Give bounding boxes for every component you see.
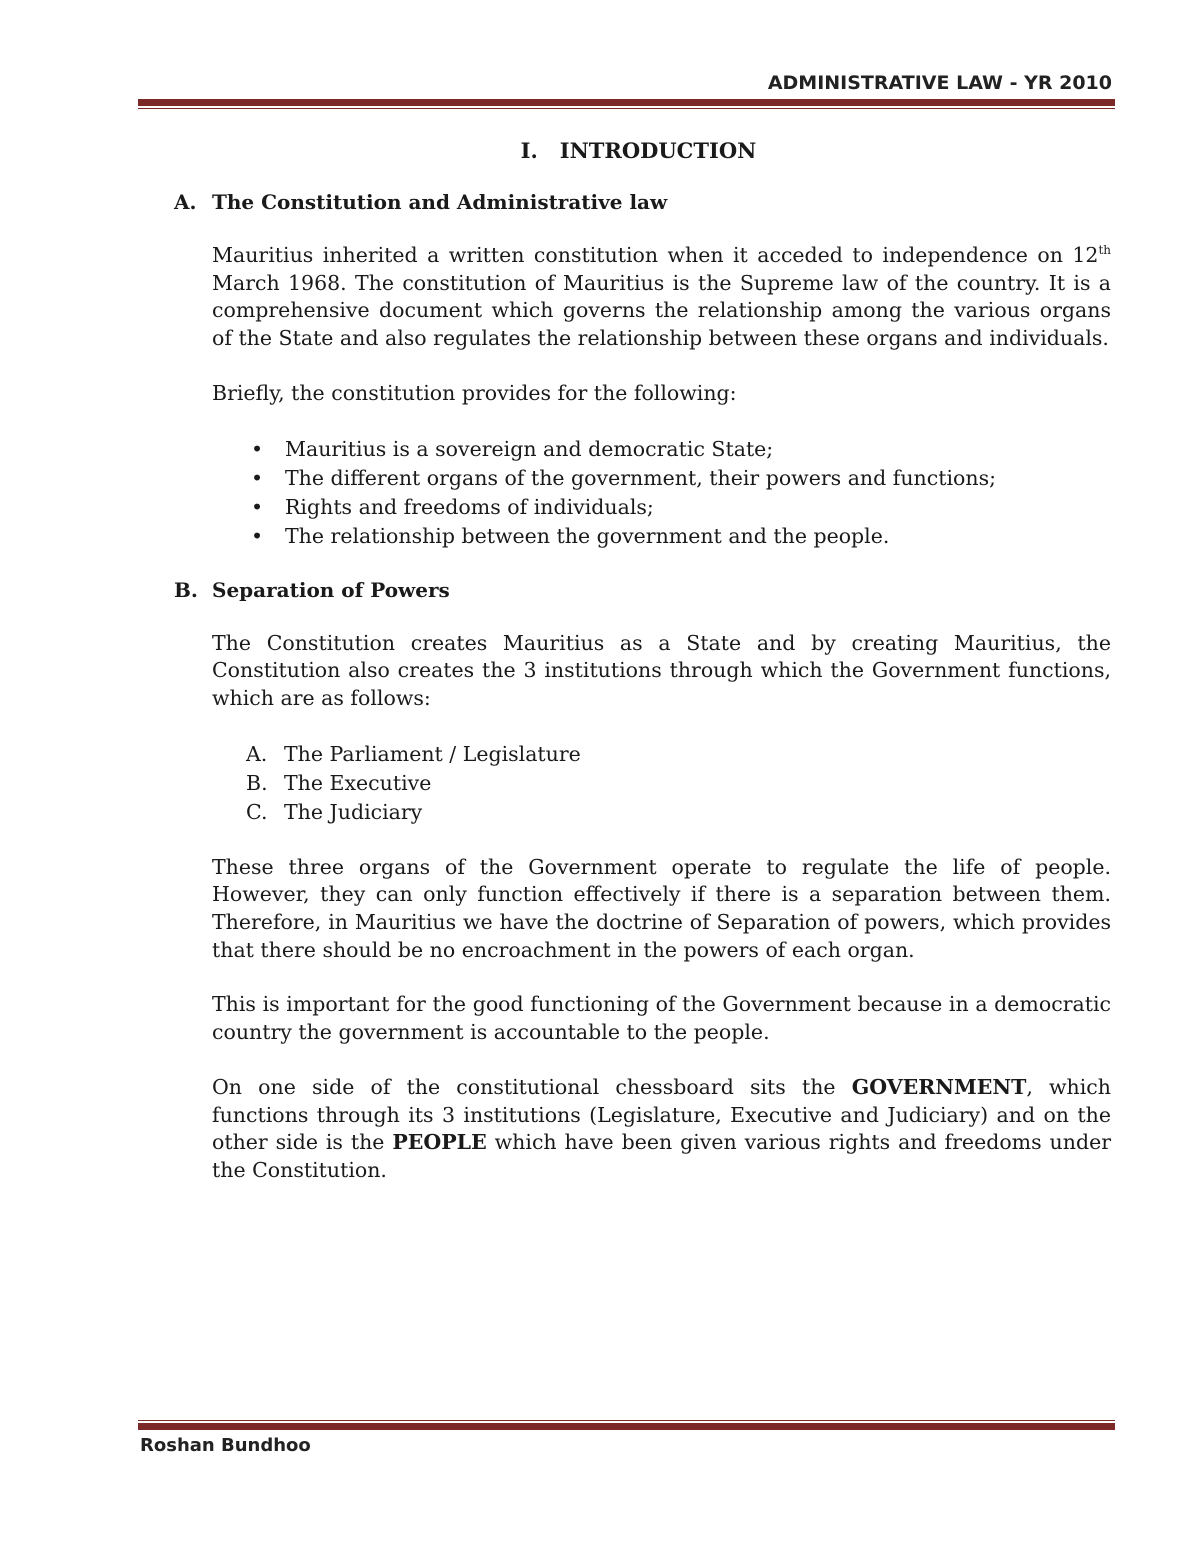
section-b-paragraph-3: This is important for the good functioning of the Government because in a democratic country the government is accountable to the people. xyxy=(212,992,1111,1045)
list-item: • Mauritius is a sovereign and democratic State; xyxy=(212,435,1111,464)
list-item: • The different organs of the government, their powers and functions; xyxy=(212,464,1111,493)
section-b-letter: B. xyxy=(174,577,198,602)
section-b-paragraph-2: These three organs of the Government operate to regulate the life of people. However, they can only function effectively if there is a separation between them. Therefore, in Mauritius we have the doctrine of Separation of powers, which provides that there should be no encroachment in the powers of each organ. xyxy=(212,854,1111,962)
constitution-bullet-list xyxy=(212,435,1111,551)
list-item: • The relationship between the government and the people. xyxy=(212,522,1111,551)
section-a-title: The Constitution and Administrative law xyxy=(212,190,668,214)
section-a-letter: A. xyxy=(174,190,197,214)
list-item: A. The Parliament / Legislature xyxy=(246,741,581,766)
section-b-title: Separation of Powers xyxy=(212,577,450,602)
section-b-heading xyxy=(174,578,1111,602)
section-b-paragraph-1: The Constitution creates Mauritius as a State and by creating Mauritius, the Constitution also creates the 3 institutions through which the Government functions, which are as follows: xyxy=(212,630,1111,710)
footer-rule xyxy=(138,1420,1115,1430)
section-a-paragraph-2: Briefly, the constitution provides for the following: xyxy=(212,380,737,405)
section-b-body xyxy=(212,630,1111,1185)
footer-author: Roshan Bundhoo xyxy=(140,1435,311,1456)
header-rule xyxy=(138,99,1115,109)
section-a-paragraph-1: Mauritius inherited a written constitution when it acceded to independence on 12th March 1968. The constitution of Mauritius is the Supreme law of the country. It is a comprehensive document which governs the relationship among the various organs of the State and also regulates the relationship between these organs and individuals. xyxy=(212,243,1111,351)
list-item: B. The Executive xyxy=(246,770,432,795)
chapter-title: INTRODUCTION xyxy=(559,138,757,163)
list-item: • Rights and freedoms of individuals; xyxy=(212,493,1111,522)
list-item: C. The Judiciary xyxy=(246,799,423,824)
page-content xyxy=(176,138,1111,1212)
institutions-list xyxy=(212,740,1111,827)
section-b-paragraph-4: On one side of the constitutional chessboard sits the GOVERNMENT, which functions through its 3 institutions (Legislature, Executive and Judiciary) and on the other side is the PEOPLE which have been given various rights and freedoms under the Constitution. xyxy=(212,1074,1111,1182)
section-a-heading xyxy=(174,190,1111,214)
header-title: ADMINISTRATIVE LAW - YR 2010 xyxy=(767,72,1112,94)
chapter-number: I. xyxy=(520,138,538,163)
section-a-body xyxy=(212,242,1111,551)
chapter-heading xyxy=(176,138,1111,163)
